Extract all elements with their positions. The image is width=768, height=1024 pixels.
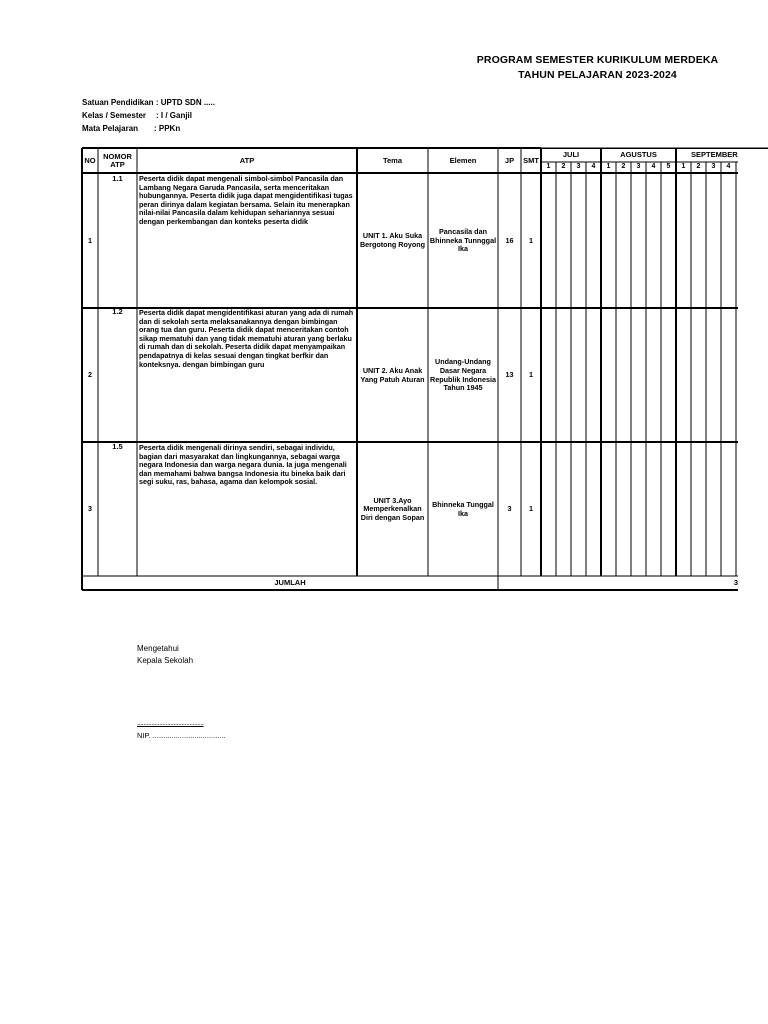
satuan-value: : UPTD SDN ..... xyxy=(155,98,215,107)
document-subtitle: TAHUN PELAJARAN 2023-2024 xyxy=(518,69,677,81)
meta-mapel xyxy=(82,124,180,133)
row-jp: 13 xyxy=(505,370,514,380)
month-header-juli: JULI xyxy=(562,150,580,160)
week-number: 4 xyxy=(591,163,596,171)
header-tema: Tema xyxy=(382,155,403,165)
kelas-value: : I / Ganjil xyxy=(156,111,193,120)
satuan-label: Satuan Pendidikan xyxy=(82,98,154,107)
month-header-september: SEPTEMBER xyxy=(691,150,738,160)
row-jp: 3 xyxy=(507,504,512,514)
row-atp-text: Peserta didik mengenali dirinya sendiri, sebagai individu, bagian dari masyarakat dan lingkungannya, sebagai warga negara Indonesia dan warga negara dunia. Ia juga mengenali dan memahami bahwa bangsa Indonesia itu bineka baik dari segi suku, ras, bahasa, agama dan kelompok sosial. xyxy=(139,443,347,487)
row-tema: UNIT 2. Aku Anak Yang Patuh Aturan xyxy=(360,365,425,384)
row-tema: UNIT 3.Ayo Memperkenalkan Diri dengan Sopan xyxy=(360,495,425,522)
week-number: 2 xyxy=(621,163,626,171)
header-no: NO xyxy=(84,155,96,165)
row-nomor-atp: 1.2 xyxy=(112,307,123,316)
month-header-agustus: AGUSTUS xyxy=(620,150,657,160)
signature-mengetahui: Mengetahui xyxy=(137,644,179,653)
signature-name-line: .......................................... xyxy=(137,718,204,727)
row-elemen: Bhinneka Tunggal Ika xyxy=(432,499,494,518)
mapel-value: : PPKn xyxy=(154,124,181,133)
row-atp-text: Peserta didik dapat mengidentifikasi aturan yang ada di rumah dan di sekolah serta melaksanakannya dengan bimbingan orang tua dan guru. Peserta didik dapat menceritakan contoh sikap mematuhi dan yang tidak mematuhi aturan yang berlaku di rumah dan di sekolah. Peserta didik dapat menyampaikan pendapatnya di kelas sesuai dengan tingkat berfkir dan konteksnya. dengan bimbingan guru xyxy=(139,308,354,369)
header-atp: ATP xyxy=(239,155,255,165)
week-number: 4 xyxy=(651,163,656,171)
meta-satuan xyxy=(82,98,215,107)
header-smt: SMT xyxy=(523,155,539,165)
row-elemen: Pancasila dan Bhinneka Tunnggal Ika xyxy=(429,227,497,254)
week-number: 3 xyxy=(576,163,581,171)
week-number: 5 xyxy=(666,163,671,171)
week-number: 3 xyxy=(636,163,641,171)
row-tema: UNIT 1. Aku Suka Bergotong Royong xyxy=(359,231,426,249)
jumlah-label: JUMLAH xyxy=(274,578,306,588)
week-number: 2 xyxy=(696,163,701,171)
row-nomor-atp: 1.1 xyxy=(112,174,123,183)
row-smt: 1 xyxy=(529,235,533,245)
signature-role: Kepala Sekolah xyxy=(137,656,194,665)
week-number: 3 xyxy=(711,163,716,171)
header-jp: JP xyxy=(504,155,515,165)
kelas-label: Kelas / Semester xyxy=(82,111,147,120)
meta-kelas xyxy=(82,111,192,120)
week-number: 2 xyxy=(561,163,566,171)
week-number: 1 xyxy=(681,163,686,171)
jumlah-value: 3 xyxy=(733,578,738,588)
header-nomor-atp: NOMOR ATP xyxy=(103,152,132,169)
row-no: 1 xyxy=(88,235,92,245)
week-number: 4 xyxy=(726,163,731,171)
row-no: 2 xyxy=(88,370,92,380)
signature-nip: NIP. ................................... xyxy=(137,731,226,740)
row-atp-text: Peserta didik dapat mengenali simbol-simbol Pancasila dan Lambang Negara Garuda Pancasila, serta menceritakan hubungannya. Peserta didik juga dapat mengidentifikasi tugas peran dirinya dalam kegiatan bersama. Selain itu menerapkan nilai-nilai Pancasila dalam kehidupan sehariannya sesuai dengan perkembangan dan konteks peserta didik xyxy=(139,174,353,226)
row-no: 3 xyxy=(88,504,92,514)
mapel-label: Mata Pelajaran xyxy=(82,124,139,133)
header-elemen: Elemen xyxy=(449,155,477,165)
row-jp: 16 xyxy=(505,235,514,245)
document-title: PROGRAM SEMESTER KURIKULUM MERDEKA xyxy=(476,54,719,66)
row-elemen: Undang-Undang Dasar Negara Republik Indonesia Tahun 1945 xyxy=(430,357,496,393)
row-smt: 1 xyxy=(529,504,533,514)
row-smt: 1 xyxy=(529,370,533,380)
row-nomor-atp: 1.5 xyxy=(112,442,123,451)
week-number: 1 xyxy=(546,163,551,171)
week-number: 1 xyxy=(606,163,611,171)
